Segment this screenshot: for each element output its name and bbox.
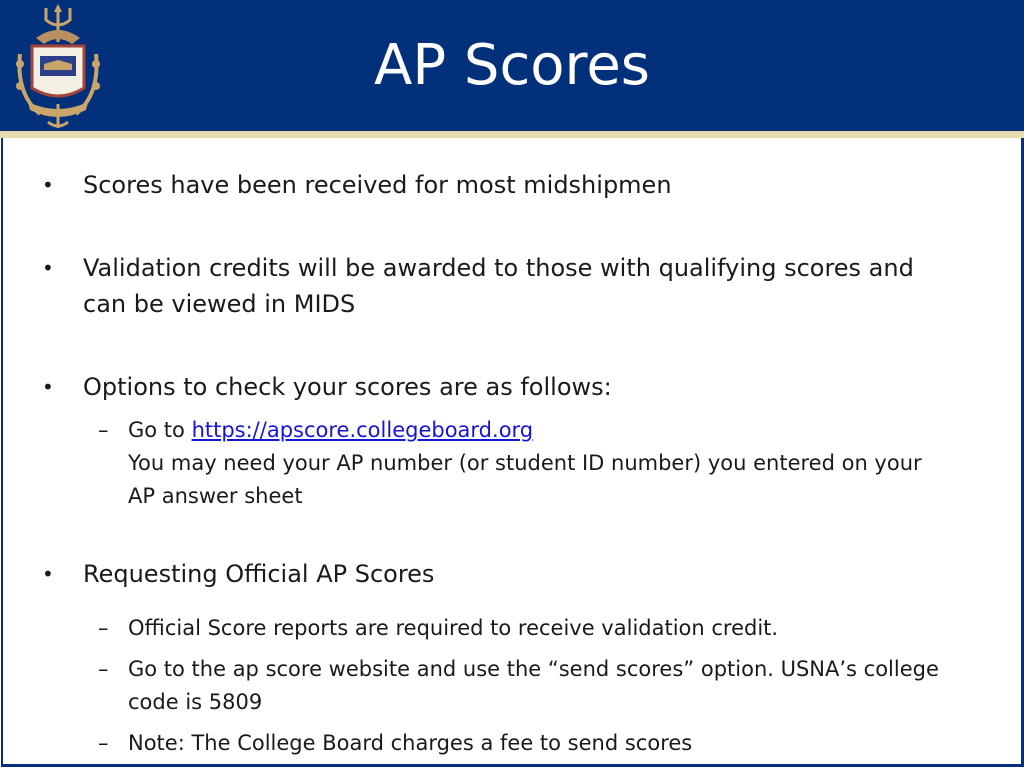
bullet-marker: •: [42, 256, 54, 280]
sub-item-fee-note: [98, 727, 998, 760]
apscore-link[interactable]: https://apscore.collegeboard.org: [191, 418, 534, 442]
sub-line2: You may need your AP number (or student ID number) you entered on your: [128, 451, 922, 475]
bullet-text: Options to check your scores are as follows:: [83, 373, 612, 401]
sub-text: Note: The College Board charges a fee to send scores: [128, 731, 693, 755]
bullet-marker: •: [42, 562, 54, 586]
dash-marker: –: [98, 731, 109, 755]
page-title: AP Scores: [374, 33, 650, 98]
bullet-marker: •: [42, 375, 54, 399]
bullet-check-options: [42, 369, 983, 405]
sub-item-official-reports: [98, 612, 998, 645]
bullet-text: Scores have been received for most midshipmen: [83, 171, 672, 199]
dash-marker: –: [98, 616, 109, 640]
dash-marker: –: [98, 418, 109, 442]
header-divider: [0, 131, 1024, 138]
bullet-requesting-official: [42, 556, 983, 592]
bullet-scores-received: [42, 167, 983, 203]
sub-line3: AP answer sheet: [128, 484, 303, 508]
sub-line1: Go to the ap score website and use the “send scores” option. USNA’s college: [128, 657, 939, 681]
sub-text: Official Score reports are required to receive validation credit.: [128, 616, 779, 640]
bullet-text-line1: Validation credits will be awarded to those with qualifying scores and: [83, 254, 914, 282]
sub-line2: code is 5809: [128, 690, 263, 714]
sub-item-go-to-link: [98, 414, 998, 513]
bullet-text-line2: can be viewed in MIDS: [83, 290, 356, 318]
dash-marker: –: [98, 657, 109, 681]
bullet-marker: •: [42, 173, 54, 197]
sub-item-send-scores: [98, 653, 998, 719]
slide-header: [0, 0, 1024, 131]
bullet-validation-credits: [42, 250, 983, 322]
bullet-text: Requesting Official AP Scores: [83, 560, 435, 588]
sub-prefix: Go to: [128, 418, 192, 442]
